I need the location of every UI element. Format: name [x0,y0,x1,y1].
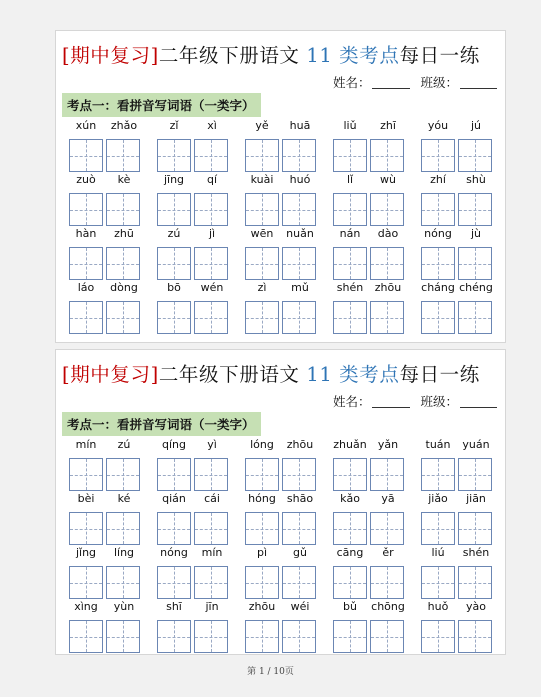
writing-box[interactable] [370,566,404,599]
pinyin-row [68,600,498,654]
writing-box[interactable] [69,247,103,280]
word-item [244,546,321,600]
writing-box[interactable] [282,139,316,172]
pinyin-label: liǔ [343,119,357,132]
class-label: 班级： [420,394,458,409]
word-item [420,438,497,492]
writing-box[interactable] [157,620,191,653]
writing-box[interactable] [333,139,367,172]
section-heading: 考点一：看拼音写词语（一类字） [62,93,261,117]
writing-box[interactable] [194,193,228,226]
pinyin-grid [68,438,498,654]
pinyin-label: nóng [160,546,188,559]
word-item [420,492,497,546]
pinyin-label: nóng [424,227,452,240]
name-label: 姓名： [332,394,371,409]
word-item [68,438,145,492]
writing-box[interactable] [282,193,316,226]
pinyin-label: zhí [430,173,446,186]
word-item [244,227,321,281]
word-item [156,119,233,173]
pinyin-label: chéng [459,281,493,294]
page-indicator: 第 1 / 10页 [247,667,294,677]
word-item [68,546,145,600]
writing-box[interactable] [194,512,228,545]
writing-box[interactable] [194,566,228,599]
pinyin-label: jiǎo [428,492,448,505]
pinyin-row [68,227,498,281]
writing-box[interactable] [333,620,367,653]
pinyin-label: hóng [248,492,276,505]
pinyin-label: hàn [75,227,97,240]
writing-box[interactable] [458,512,492,545]
pinyin-label: líng [113,546,135,559]
pinyin-label: cháng [421,281,455,294]
pinyin-label: mín [201,546,223,559]
writing-box[interactable] [69,193,103,226]
pinyin-label: xì [207,119,217,132]
word-item [420,119,497,173]
writing-box[interactable] [458,566,492,599]
writing-box[interactable] [157,458,191,491]
word-item [68,173,145,227]
pinyin-label: zhōu [286,438,314,451]
writing-box[interactable] [194,458,228,491]
pinyin-label: shù [466,173,486,186]
writing-box[interactable] [421,566,455,599]
pinyin-label: xìng [74,600,98,613]
pinyin-label: yóu [427,119,449,132]
writing-box[interactable] [194,620,228,653]
writing-box[interactable] [421,458,455,491]
pinyin-label: yào [466,600,486,613]
writing-box[interactable] [245,512,279,545]
pinyin-label: jì [208,227,216,240]
writing-box[interactable] [458,301,492,334]
writing-box[interactable] [370,139,404,172]
writing-box[interactable] [157,512,191,545]
writing-box[interactable] [106,458,140,491]
pinyin-row [68,438,498,492]
word-item [332,119,409,173]
writing-box[interactable] [69,512,103,545]
pinyin-label: láo [77,281,95,294]
writing-box[interactable] [458,458,492,491]
writing-box[interactable] [69,301,103,334]
pinyin-label: bèi [77,492,95,505]
writing-box[interactable] [421,620,455,653]
word-item [68,227,145,281]
word-item [420,173,497,227]
pinyin-label: zì [257,281,267,294]
writing-box[interactable] [245,139,279,172]
word-item [244,173,321,227]
pinyin-label: kuài [250,173,274,186]
pinyin-label: lǐ [346,173,354,186]
writing-box[interactable] [106,566,140,599]
writing-box[interactable] [333,247,367,280]
pinyin-label: ěr [382,546,394,559]
class-blank[interactable] [460,88,497,89]
pinyin-label: zhī [380,119,396,132]
writing-box[interactable] [282,620,316,653]
writing-box[interactable] [245,193,279,226]
worksheet-title: [期中复习]二年级下册语文 11 类考点每日一练 [62,363,480,386]
pinyin-label: qián [162,492,186,505]
writing-box[interactable] [157,301,191,334]
pinyin-label: mín [75,438,97,451]
word-item [156,600,233,654]
pinyin-label: kè [117,173,131,186]
pinyin-label: yì [207,438,217,451]
writing-box[interactable] [69,139,103,172]
pinyin-label: shén [336,281,364,294]
pinyin-row [68,173,498,227]
writing-box[interactable] [194,247,228,280]
word-item [332,173,409,227]
pinyin-label: wéi [290,600,310,613]
writing-box[interactable] [282,566,316,599]
pinyin-label: qíng [162,438,186,451]
pinyin-row [68,281,498,335]
writing-box[interactable] [333,458,367,491]
writing-box[interactable] [370,458,404,491]
pinyin-label: chōng [371,600,405,613]
pinyin-label: jīng [163,173,185,186]
pinyin-label: lóng [250,438,274,451]
writing-box[interactable] [458,620,492,653]
writing-box[interactable] [157,566,191,599]
name-blank[interactable] [372,88,410,89]
pinyin-label: zhuǎn [333,438,367,451]
pinyin-label: cái [204,492,220,505]
pinyin-label: yā [381,492,395,505]
class-label: 班级： [420,75,458,90]
pinyin-row [68,119,498,173]
worksheet-bottom [55,349,506,655]
writing-box[interactable] [421,193,455,226]
pinyin-label: zuò [76,173,96,186]
name-blank[interactable] [372,407,410,408]
pinyin-row [68,546,498,600]
pinyin-label: pì [256,546,268,559]
name-label: 姓名： [332,75,371,90]
writing-box[interactable] [282,512,316,545]
word-item [156,492,233,546]
word-item [156,546,233,600]
writing-box[interactable] [370,620,404,653]
writing-box[interactable] [157,193,191,226]
writing-box[interactable] [69,620,103,653]
writing-box[interactable] [458,139,492,172]
writing-box[interactable] [282,458,316,491]
writing-box[interactable] [106,620,140,653]
word-item [156,281,233,335]
writing-box[interactable] [421,139,455,172]
pinyin-label: jiān [466,492,486,505]
pinyin-label: nán [339,227,361,240]
writing-box[interactable] [245,301,279,334]
writing-box[interactable] [106,193,140,226]
pinyin-grid [68,119,498,335]
word-item [244,492,321,546]
writing-box[interactable] [194,301,228,334]
writing-box[interactable] [370,193,404,226]
word-item [68,119,145,173]
writing-box[interactable] [245,458,279,491]
pinyin-label: zú [167,227,181,240]
pinyin-label: jǐng [75,546,97,559]
pinyin-label: ké [117,492,131,505]
word-item [244,600,321,654]
pinyin-label: zhǎo [110,119,138,132]
pinyin-label: yǎn [377,438,399,451]
pinyin-label: zhōu [248,600,276,613]
word-item [332,546,409,600]
writing-box[interactable] [245,620,279,653]
writing-box[interactable] [245,247,279,280]
class-blank[interactable] [460,407,497,408]
writing-box[interactable] [106,512,140,545]
pinyin-label: zú [117,438,131,451]
pinyin-label: huó [289,173,311,186]
word-item [156,227,233,281]
writing-box[interactable] [370,512,404,545]
word-item [420,546,497,600]
writing-box[interactable] [370,301,404,334]
word-item [68,492,145,546]
pinyin-row [68,492,498,546]
writing-box[interactable] [157,247,191,280]
word-item [244,438,321,492]
writing-box[interactable] [106,247,140,280]
word-item [332,492,409,546]
section-heading: 考点一：看拼音写词语（一类字） [62,412,261,436]
writing-box[interactable] [333,301,367,334]
writing-box[interactable] [282,247,316,280]
writing-box[interactable] [106,301,140,334]
pinyin-label: wù [380,173,396,186]
word-item [156,173,233,227]
writing-box[interactable] [157,139,191,172]
writing-box[interactable] [333,193,367,226]
pinyin-label: huǒ [427,600,449,613]
pinyin-label: shī [166,600,182,613]
pinyin-label: qí [206,173,218,186]
pinyin-label: gǔ [293,546,307,559]
writing-box[interactable] [69,458,103,491]
writing-box[interactable] [194,139,228,172]
writing-box[interactable] [282,301,316,334]
pinyin-label: zhōu [374,281,402,294]
pinyin-label: yě [255,119,269,132]
student-info-line [333,392,497,410]
word-item [244,119,321,173]
pinyin-label: nuǎn [286,227,314,240]
pinyin-label: kǎo [340,492,360,505]
pinyin-label: wēn [250,227,274,240]
pinyin-label: xún [75,119,97,132]
pinyin-label: cāng [336,546,364,559]
word-item [68,600,145,654]
pinyin-label: yùn [113,600,135,613]
word-item [420,600,497,654]
pinyin-label: zǐ [169,119,179,132]
word-item [244,281,321,335]
pinyin-label: yuán [462,438,490,451]
writing-box[interactable] [69,566,103,599]
pinyin-label: bǔ [343,600,357,613]
pinyin-label: tuán [425,438,451,451]
pinyin-label: jú [470,119,482,132]
writing-box[interactable] [458,247,492,280]
worksheet-title: [期中复习]二年级下册语文 11 类考点每日一练 [62,44,480,67]
word-item [420,281,497,335]
pinyin-label: huā [289,119,311,132]
word-item [420,227,497,281]
writing-box[interactable] [421,512,455,545]
pinyin-label: liú [431,546,445,559]
pinyin-label: shāo [286,492,314,505]
pinyin-label: mǔ [291,281,309,294]
word-item [156,438,233,492]
pinyin-label: dòng [110,281,138,294]
writing-box[interactable] [245,566,279,599]
student-info-line [333,73,497,91]
pinyin-label: shén [462,546,490,559]
pinyin-label: bō [167,281,181,294]
word-item [332,227,409,281]
worksheet-top [55,30,506,343]
writing-box[interactable] [370,247,404,280]
writing-box[interactable] [106,139,140,172]
word-item [332,438,409,492]
word-item [68,281,145,335]
writing-box[interactable] [333,512,367,545]
word-item [332,281,409,335]
pinyin-label: zhū [114,227,134,240]
pinyin-label: jù [470,227,482,240]
pinyin-label: jīn [205,600,219,613]
word-item [332,600,409,654]
writing-box[interactable] [421,247,455,280]
pinyin-label: dào [377,227,399,240]
writing-box[interactable] [458,193,492,226]
writing-box[interactable] [421,301,455,334]
writing-box[interactable] [333,566,367,599]
pinyin-label: wén [200,281,224,294]
